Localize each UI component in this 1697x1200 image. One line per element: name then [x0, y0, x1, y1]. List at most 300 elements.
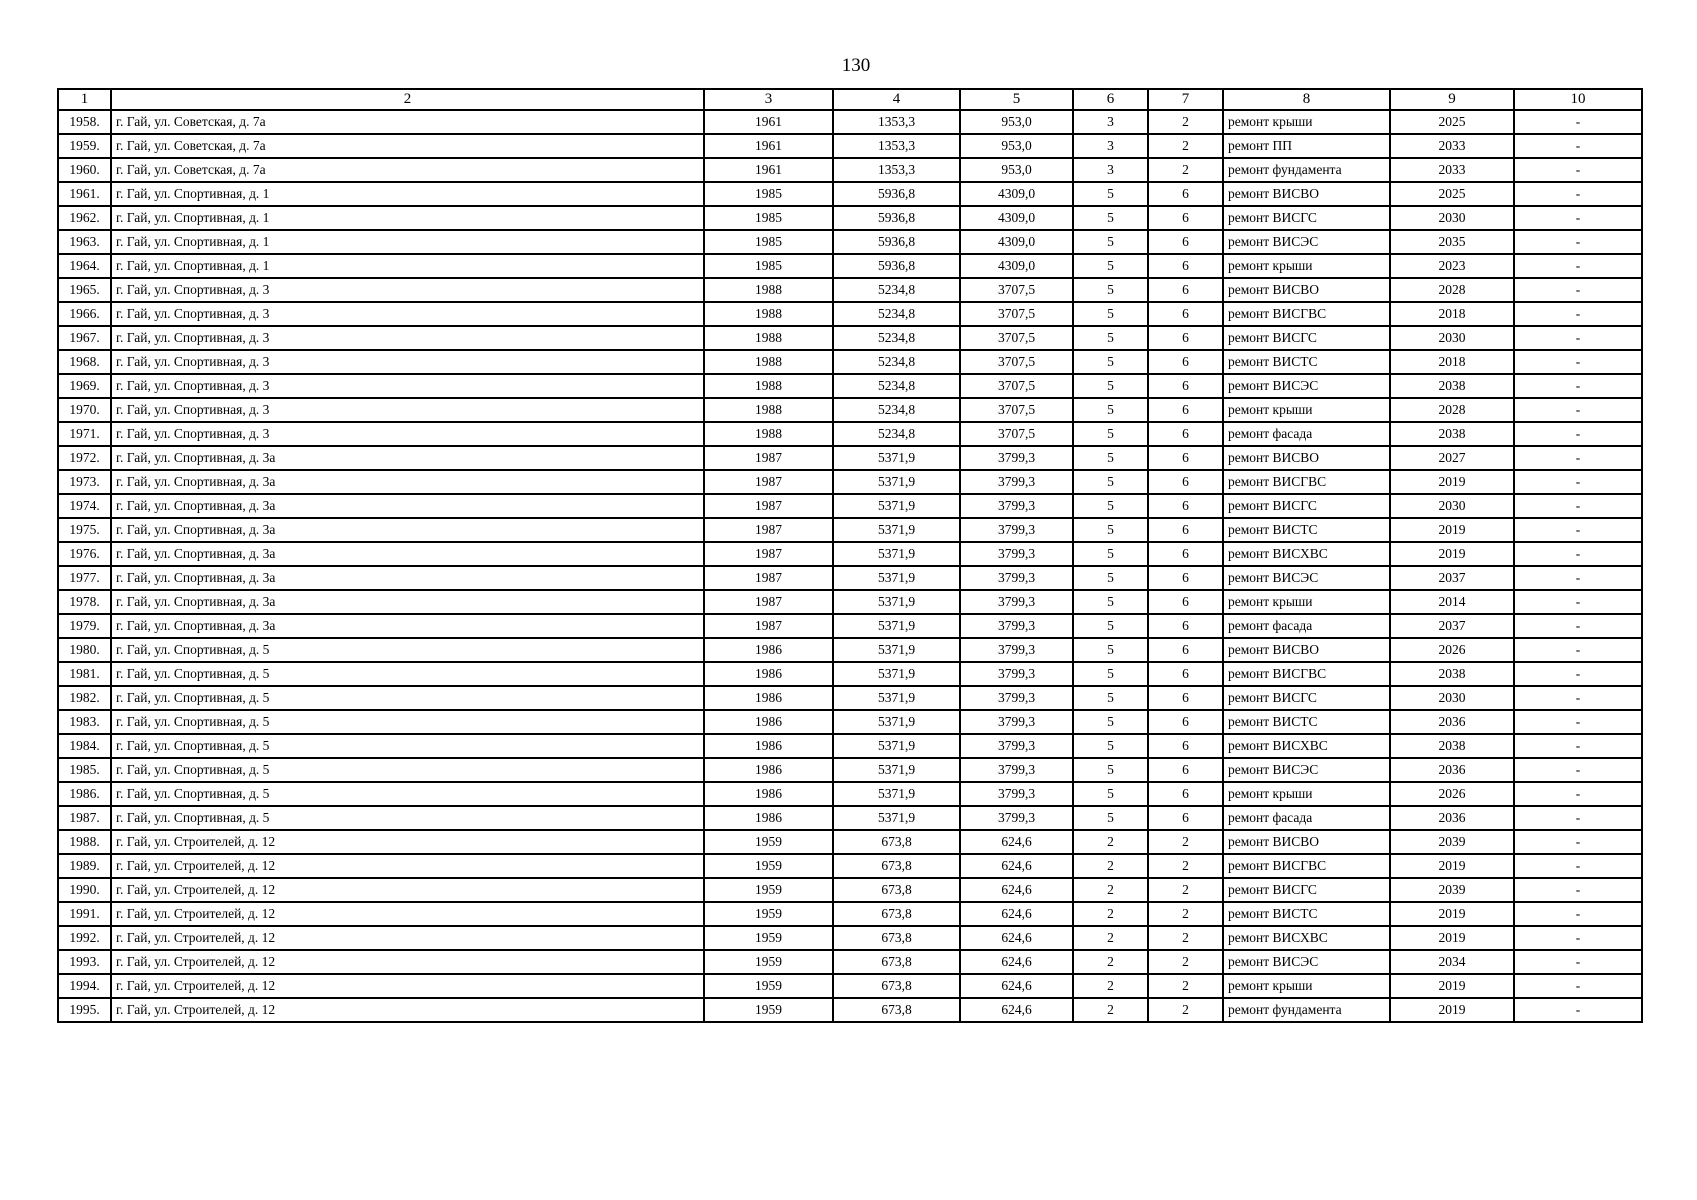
- entrances-cell: 6: [1148, 446, 1223, 470]
- column-10-cell: -: [1514, 398, 1642, 422]
- total-area-cell: 5234,8: [833, 302, 960, 326]
- planned-year-cell: 2036: [1390, 710, 1514, 734]
- column-10-cell: -: [1514, 830, 1642, 854]
- year-built-cell: 1988: [704, 398, 833, 422]
- floors-cell: 2: [1073, 950, 1148, 974]
- address-cell: г. Гай, ул. Спортивная, д. 3: [111, 398, 704, 422]
- column-10-cell: -: [1514, 950, 1642, 974]
- year-built-cell: 1961: [704, 134, 833, 158]
- year-built-cell: 1987: [704, 566, 833, 590]
- column-10-cell: -: [1514, 590, 1642, 614]
- entrances-cell: 2: [1148, 878, 1223, 902]
- column-10-cell: -: [1514, 302, 1642, 326]
- living-area-cell: 3707,5: [960, 302, 1073, 326]
- year-built-cell: 1988: [704, 422, 833, 446]
- table-row: [58, 950, 1642, 974]
- floors-cell: 5: [1073, 278, 1148, 302]
- row-number-cell: 1977.: [58, 566, 111, 590]
- planned-year-cell: 2027: [1390, 446, 1514, 470]
- planned-year-cell: 2037: [1390, 566, 1514, 590]
- living-area-cell: 624,6: [960, 854, 1073, 878]
- work-type-cell: ремонт ВИСВО: [1223, 446, 1390, 470]
- address-cell: г. Гай, ул. Спортивная, д. 3а: [111, 446, 704, 470]
- work-type-cell: ремонт фасада: [1223, 422, 1390, 446]
- planned-year-cell: 2038: [1390, 374, 1514, 398]
- page-number: 130: [841, 55, 871, 76]
- planned-year-cell: 2018: [1390, 302, 1514, 326]
- work-type-cell: ремонт ВИСЭС: [1223, 566, 1390, 590]
- address-cell: г. Гай, ул. Спортивная, д. 3а: [111, 542, 704, 566]
- address-cell: г. Гай, ул. Спортивная, д. 3: [111, 326, 704, 350]
- column-header: 6: [1073, 89, 1148, 110]
- table-row: [58, 854, 1642, 878]
- work-type-cell: ремонт крыши: [1223, 974, 1390, 998]
- row-number-cell: 1972.: [58, 446, 111, 470]
- total-area-cell: 1353,3: [833, 110, 960, 134]
- table-row: [58, 566, 1642, 590]
- address-cell: г. Гай, ул. Спортивная, д. 3: [111, 422, 704, 446]
- column-10-cell: -: [1514, 566, 1642, 590]
- year-built-cell: 1986: [704, 758, 833, 782]
- row-number-cell: 1986.: [58, 782, 111, 806]
- total-area-cell: 673,8: [833, 878, 960, 902]
- floors-cell: 2: [1073, 974, 1148, 998]
- address-cell: г. Гай, ул. Спортивная, д. 5: [111, 710, 704, 734]
- column-10-cell: -: [1514, 278, 1642, 302]
- living-area-cell: 624,6: [960, 950, 1073, 974]
- table-row: [58, 206, 1642, 230]
- floors-cell: 5: [1073, 566, 1148, 590]
- row-number-cell: 1995.: [58, 998, 111, 1022]
- row-number-cell: 1970.: [58, 398, 111, 422]
- column-10-cell: -: [1514, 350, 1642, 374]
- total-area-cell: 5234,8: [833, 398, 960, 422]
- row-number-cell: 1971.: [58, 422, 111, 446]
- planned-year-cell: 2018: [1390, 350, 1514, 374]
- floors-cell: 5: [1073, 518, 1148, 542]
- entrances-cell: 6: [1148, 758, 1223, 782]
- table-row: [58, 254, 1642, 278]
- column-10-cell: -: [1514, 854, 1642, 878]
- floors-cell: 5: [1073, 230, 1148, 254]
- entrances-cell: 6: [1148, 566, 1223, 590]
- table-row: [58, 518, 1642, 542]
- entrances-cell: 6: [1148, 710, 1223, 734]
- total-area-cell: 5371,9: [833, 638, 960, 662]
- planned-year-cell: 2039: [1390, 830, 1514, 854]
- work-type-cell: ремонт ВИСЭС: [1223, 758, 1390, 782]
- row-number-cell: 1967.: [58, 326, 111, 350]
- floors-cell: 5: [1073, 182, 1148, 206]
- entrances-cell: 2: [1148, 998, 1223, 1022]
- column-10-cell: -: [1514, 638, 1642, 662]
- column-10-cell: -: [1514, 206, 1642, 230]
- address-cell: г. Гай, ул. Советская, д. 7а: [111, 134, 704, 158]
- column-10-cell: -: [1514, 614, 1642, 638]
- entrances-cell: 6: [1148, 518, 1223, 542]
- work-type-cell: ремонт ВИСТС: [1223, 710, 1390, 734]
- address-cell: г. Гай, ул. Советская, д. 7а: [111, 110, 704, 134]
- table-row: [58, 926, 1642, 950]
- address-cell: г. Гай, ул. Строителей, д. 12: [111, 926, 704, 950]
- year-built-cell: 1959: [704, 854, 833, 878]
- row-number-cell: 1968.: [58, 350, 111, 374]
- work-type-cell: ремонт ВИСГС: [1223, 326, 1390, 350]
- entrances-cell: 6: [1148, 230, 1223, 254]
- column-header: 9: [1390, 89, 1514, 110]
- year-built-cell: 1987: [704, 494, 833, 518]
- entrances-cell: 2: [1148, 854, 1223, 878]
- entrances-cell: 2: [1148, 926, 1223, 950]
- total-area-cell: 673,8: [833, 950, 960, 974]
- work-type-cell: ремонт ВИСТС: [1223, 902, 1390, 926]
- work-type-cell: ремонт ВИСТС: [1223, 350, 1390, 374]
- year-built-cell: 1988: [704, 350, 833, 374]
- address-cell: г. Гай, ул. Спортивная, д. 3а: [111, 566, 704, 590]
- total-area-cell: 5234,8: [833, 350, 960, 374]
- column-header: 7: [1148, 89, 1223, 110]
- entrances-cell: 6: [1148, 422, 1223, 446]
- living-area-cell: 3799,3: [960, 806, 1073, 830]
- floors-cell: 5: [1073, 686, 1148, 710]
- living-area-cell: 624,6: [960, 830, 1073, 854]
- year-built-cell: 1986: [704, 806, 833, 830]
- year-built-cell: 1988: [704, 326, 833, 350]
- total-area-cell: 5371,9: [833, 758, 960, 782]
- column-10-cell: -: [1514, 782, 1642, 806]
- row-number-cell: 1976.: [58, 542, 111, 566]
- address-cell: г. Гай, ул. Строителей, д. 12: [111, 950, 704, 974]
- planned-year-cell: 2023: [1390, 254, 1514, 278]
- table-body: [58, 89, 1642, 1022]
- entrances-cell: 6: [1148, 590, 1223, 614]
- table-row: [58, 734, 1642, 758]
- work-type-cell: ремонт крыши: [1223, 398, 1390, 422]
- planned-year-cell: 2038: [1390, 662, 1514, 686]
- row-number-cell: 1984.: [58, 734, 111, 758]
- total-area-cell: 5936,8: [833, 230, 960, 254]
- column-10-cell: -: [1514, 998, 1642, 1022]
- entrances-cell: 2: [1148, 110, 1223, 134]
- living-area-cell: 3799,3: [960, 758, 1073, 782]
- living-area-cell: 3707,5: [960, 398, 1073, 422]
- living-area-cell: 3707,5: [960, 422, 1073, 446]
- column-10-cell: -: [1514, 974, 1642, 998]
- work-type-cell: ремонт ВИСХВС: [1223, 926, 1390, 950]
- column-10-cell: -: [1514, 110, 1642, 134]
- entrances-cell: 2: [1148, 830, 1223, 854]
- table-row: [58, 446, 1642, 470]
- entrances-cell: 6: [1148, 374, 1223, 398]
- address-cell: г. Гай, ул. Спортивная, д. 1: [111, 206, 704, 230]
- living-area-cell: 953,0: [960, 158, 1073, 182]
- work-type-cell: ремонт фасада: [1223, 614, 1390, 638]
- address-cell: г. Гай, ул. Спортивная, д. 3а: [111, 470, 704, 494]
- year-built-cell: 1988: [704, 302, 833, 326]
- living-area-cell: 3799,3: [960, 542, 1073, 566]
- entrances-cell: 6: [1148, 182, 1223, 206]
- column-10-cell: -: [1514, 734, 1642, 758]
- planned-year-cell: 2037: [1390, 614, 1514, 638]
- floors-cell: 2: [1073, 998, 1148, 1022]
- floors-cell: 3: [1073, 110, 1148, 134]
- year-built-cell: 1987: [704, 518, 833, 542]
- planned-year-cell: 2026: [1390, 782, 1514, 806]
- table-row: [58, 350, 1642, 374]
- total-area-cell: 5371,9: [833, 566, 960, 590]
- floors-cell: 5: [1073, 422, 1148, 446]
- column-10-cell: -: [1514, 422, 1642, 446]
- total-area-cell: 5371,9: [833, 518, 960, 542]
- entrances-cell: 6: [1148, 614, 1223, 638]
- column-header: 2: [111, 89, 704, 110]
- table-row: [58, 590, 1642, 614]
- work-type-cell: ремонт фундамента: [1223, 998, 1390, 1022]
- column-10-cell: -: [1514, 710, 1642, 734]
- entrances-cell: 6: [1148, 254, 1223, 278]
- planned-year-cell: 2030: [1390, 326, 1514, 350]
- year-built-cell: 1959: [704, 974, 833, 998]
- row-number-cell: 1981.: [58, 662, 111, 686]
- living-area-cell: 3799,3: [960, 590, 1073, 614]
- table-row: [58, 542, 1642, 566]
- work-type-cell: ремонт крыши: [1223, 782, 1390, 806]
- planned-year-cell: 2033: [1390, 158, 1514, 182]
- planned-year-cell: 2019: [1390, 974, 1514, 998]
- planned-year-cell: 2025: [1390, 182, 1514, 206]
- work-type-cell: ремонт ВИСГС: [1223, 878, 1390, 902]
- column-header: 10: [1514, 89, 1642, 110]
- floors-cell: 5: [1073, 758, 1148, 782]
- total-area-cell: 5371,9: [833, 686, 960, 710]
- row-number-cell: 1965.: [58, 278, 111, 302]
- entrances-cell: 6: [1148, 638, 1223, 662]
- row-number-cell: 1974.: [58, 494, 111, 518]
- floors-cell: 2: [1073, 926, 1148, 950]
- year-built-cell: 1987: [704, 446, 833, 470]
- living-area-cell: 3799,3: [960, 518, 1073, 542]
- table-row: [58, 782, 1642, 806]
- living-area-cell: 3707,5: [960, 278, 1073, 302]
- living-area-cell: 4309,0: [960, 182, 1073, 206]
- planned-year-cell: 2019: [1390, 518, 1514, 542]
- floors-cell: 5: [1073, 734, 1148, 758]
- floors-cell: 5: [1073, 302, 1148, 326]
- living-area-cell: 3799,3: [960, 734, 1073, 758]
- planned-year-cell: 2028: [1390, 398, 1514, 422]
- work-type-cell: ремонт крыши: [1223, 590, 1390, 614]
- year-built-cell: 1959: [704, 830, 833, 854]
- address-cell: г. Гай, ул. Спортивная, д. 5: [111, 686, 704, 710]
- table-row: [58, 710, 1642, 734]
- floors-cell: 2: [1073, 878, 1148, 902]
- entrances-cell: 6: [1148, 662, 1223, 686]
- living-area-cell: 3707,5: [960, 326, 1073, 350]
- year-built-cell: 1987: [704, 470, 833, 494]
- total-area-cell: 5371,9: [833, 806, 960, 830]
- row-number-cell: 1982.: [58, 686, 111, 710]
- total-area-cell: 673,8: [833, 998, 960, 1022]
- work-type-cell: ремонт ВИСТС: [1223, 518, 1390, 542]
- row-number-cell: 1993.: [58, 950, 111, 974]
- floors-cell: 5: [1073, 206, 1148, 230]
- address-cell: г. Гай, ул. Спортивная, д. 3а: [111, 494, 704, 518]
- living-area-cell: 624,6: [960, 878, 1073, 902]
- column-10-cell: -: [1514, 326, 1642, 350]
- table-row: [58, 278, 1642, 302]
- year-built-cell: 1959: [704, 878, 833, 902]
- floors-cell: 2: [1073, 902, 1148, 926]
- address-cell: г. Гай, ул. Спортивная, д. 3: [111, 374, 704, 398]
- floors-cell: 5: [1073, 782, 1148, 806]
- entrances-cell: 6: [1148, 782, 1223, 806]
- entrances-cell: 2: [1148, 158, 1223, 182]
- work-type-cell: ремонт ВИСГВС: [1223, 302, 1390, 326]
- total-area-cell: 1353,3: [833, 158, 960, 182]
- column-10-cell: -: [1514, 686, 1642, 710]
- row-number-cell: 1978.: [58, 590, 111, 614]
- table-row: [58, 230, 1642, 254]
- address-cell: г. Гай, ул. Спортивная, д. 5: [111, 638, 704, 662]
- year-built-cell: 1961: [704, 158, 833, 182]
- living-area-cell: 624,6: [960, 926, 1073, 950]
- floors-cell: 5: [1073, 494, 1148, 518]
- row-number-cell: 1987.: [58, 806, 111, 830]
- planned-year-cell: 2026: [1390, 638, 1514, 662]
- total-area-cell: 5371,9: [833, 590, 960, 614]
- table-row: [58, 326, 1642, 350]
- floors-cell: 5: [1073, 350, 1148, 374]
- work-type-cell: ремонт ВИСЭС: [1223, 950, 1390, 974]
- work-type-cell: ремонт ВИСВО: [1223, 182, 1390, 206]
- planned-year-cell: 2038: [1390, 734, 1514, 758]
- living-area-cell: 3799,3: [960, 710, 1073, 734]
- work-type-cell: ремонт ВИСВО: [1223, 278, 1390, 302]
- work-type-cell: ремонт ПП: [1223, 134, 1390, 158]
- column-10-cell: -: [1514, 926, 1642, 950]
- floors-cell: 5: [1073, 662, 1148, 686]
- table-row: [58, 878, 1642, 902]
- year-built-cell: 1986: [704, 638, 833, 662]
- floors-cell: 5: [1073, 470, 1148, 494]
- year-built-cell: 1959: [704, 950, 833, 974]
- address-cell: г. Гай, ул. Спортивная, д. 5: [111, 782, 704, 806]
- entrances-cell: 6: [1148, 542, 1223, 566]
- table-row: [58, 974, 1642, 998]
- total-area-cell: 673,8: [833, 926, 960, 950]
- total-area-cell: 5371,9: [833, 662, 960, 686]
- row-number-cell: 1958.: [58, 110, 111, 134]
- address-cell: г. Гай, ул. Спортивная, д. 5: [111, 758, 704, 782]
- year-built-cell: 1985: [704, 230, 833, 254]
- table-row: [58, 806, 1642, 830]
- total-area-cell: 5234,8: [833, 422, 960, 446]
- floors-cell: 5: [1073, 710, 1148, 734]
- floors-cell: 2: [1073, 830, 1148, 854]
- row-number-cell: 1990.: [58, 878, 111, 902]
- table-row: [58, 422, 1642, 446]
- entrances-cell: 2: [1148, 902, 1223, 926]
- row-number-cell: 1960.: [58, 158, 111, 182]
- row-number-cell: 1959.: [58, 134, 111, 158]
- total-area-cell: 5371,9: [833, 446, 960, 470]
- table-row: [58, 182, 1642, 206]
- row-number-cell: 1985.: [58, 758, 111, 782]
- address-cell: г. Гай, ул. Строителей, д. 12: [111, 902, 704, 926]
- total-area-cell: 5371,9: [833, 782, 960, 806]
- header-row: [58, 89, 1642, 110]
- column-10-cell: -: [1514, 542, 1642, 566]
- table-row: [58, 638, 1642, 662]
- planned-year-cell: 2014: [1390, 590, 1514, 614]
- living-area-cell: 3799,3: [960, 470, 1073, 494]
- floors-cell: 5: [1073, 542, 1148, 566]
- row-number-cell: 1988.: [58, 830, 111, 854]
- address-cell: г. Гай, ул. Спортивная, д. 3: [111, 302, 704, 326]
- table-row: [58, 614, 1642, 638]
- column-10-cell: -: [1514, 662, 1642, 686]
- living-area-cell: 4309,0: [960, 206, 1073, 230]
- column-10-cell: -: [1514, 374, 1642, 398]
- year-built-cell: 1985: [704, 254, 833, 278]
- work-type-cell: ремонт фасада: [1223, 806, 1390, 830]
- floors-cell: 5: [1073, 614, 1148, 638]
- table-row: [58, 998, 1642, 1022]
- column-10-cell: -: [1514, 446, 1642, 470]
- column-header: 1: [58, 89, 111, 110]
- address-cell: г. Гай, ул. Строителей, д. 12: [111, 974, 704, 998]
- address-cell: г. Гай, ул. Советская, д. 7а: [111, 158, 704, 182]
- planned-year-cell: 2033: [1390, 134, 1514, 158]
- planned-year-cell: 2028: [1390, 278, 1514, 302]
- work-type-cell: ремонт ВИСВО: [1223, 638, 1390, 662]
- living-area-cell: 3707,5: [960, 350, 1073, 374]
- total-area-cell: 5371,9: [833, 614, 960, 638]
- floors-cell: 5: [1073, 374, 1148, 398]
- row-number-cell: 1975.: [58, 518, 111, 542]
- living-area-cell: 624,6: [960, 998, 1073, 1022]
- work-type-cell: ремонт ВИСЭС: [1223, 230, 1390, 254]
- living-area-cell: 624,6: [960, 974, 1073, 998]
- column-header: 3: [704, 89, 833, 110]
- total-area-cell: 5234,8: [833, 374, 960, 398]
- entrances-cell: 6: [1148, 470, 1223, 494]
- year-built-cell: 1959: [704, 926, 833, 950]
- entrances-cell: 6: [1148, 350, 1223, 374]
- row-number-cell: 1992.: [58, 926, 111, 950]
- row-number-cell: 1961.: [58, 182, 111, 206]
- year-built-cell: 1985: [704, 182, 833, 206]
- table-row: [58, 110, 1642, 134]
- entrances-cell: 2: [1148, 974, 1223, 998]
- registry-table: [57, 88, 1643, 1023]
- row-number-cell: 1969.: [58, 374, 111, 398]
- total-area-cell: 5234,8: [833, 278, 960, 302]
- year-built-cell: 1986: [704, 662, 833, 686]
- year-built-cell: 1961: [704, 110, 833, 134]
- planned-year-cell: 2019: [1390, 854, 1514, 878]
- living-area-cell: 624,6: [960, 902, 1073, 926]
- total-area-cell: 673,8: [833, 854, 960, 878]
- work-type-cell: ремонт ВИСГС: [1223, 206, 1390, 230]
- living-area-cell: 3799,3: [960, 782, 1073, 806]
- address-cell: г. Гай, ул. Спортивная, д. 5: [111, 806, 704, 830]
- row-number-cell: 1991.: [58, 902, 111, 926]
- address-cell: г. Гай, ул. Строителей, д. 12: [111, 998, 704, 1022]
- table-row: [58, 662, 1642, 686]
- column-10-cell: -: [1514, 758, 1642, 782]
- column-10-cell: -: [1514, 806, 1642, 830]
